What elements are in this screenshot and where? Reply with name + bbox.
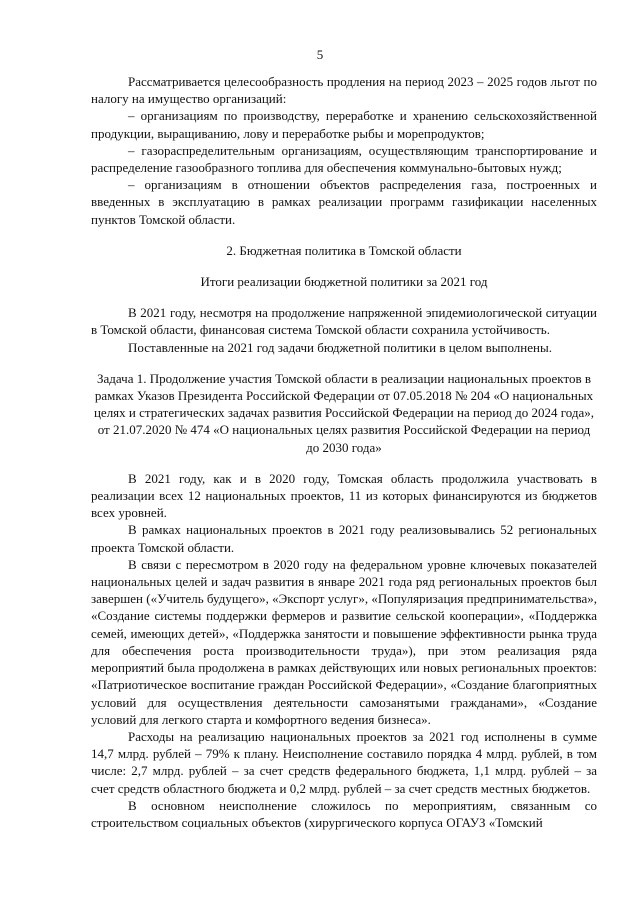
intro-list-item: – газораспределительным организациям, осуществляющим транспортирование и распределение газообразного топлива для обеспечения коммунально-бытовых нужд; [91, 142, 597, 176]
task-paragraph: В основном неисполнение сложилось по мероприятиям, связанным со строительством социальных объектов (хирургического корпуса ОГАУЗ «Томский [91, 797, 597, 830]
task-paragraph: В 2021 году, как и в 2020 году, Томская область продолжила участвовать в реализации всех 12 национальных проектов, 11 из которых финансируются из бюджетов всех уровней. [91, 470, 597, 521]
subsection-title: Итоги реализации бюджетной политики за 2021 год [200, 274, 488, 290]
page-number: 5 [316, 47, 324, 62]
intro-list-item: – организациям в отношении объектов распределения газа, построенных и введенных в эксплуатацию в рамках реализации программ газификации населенных пунктов Томской области. [91, 177, 597, 227]
section-title: 2. Бюджетная политика в Томской области [226, 242, 462, 258]
task-paragraph: В рамках национальных проектов в 2021 году реализовывались 52 региональных проекта Томской области. [91, 522, 597, 555]
results-paragraph: Поставленные на 2021 год задачи бюджетной политики в целом выполнены. [128, 339, 552, 355]
task-paragraph: В связи с пересмотром в 2020 году на федеральном уровне ключевых показателей национальных целей и задач развития в январе 2021 года ряд региональных проектов был завершен («Учитель будущего», «Экспорт услуг», «Популяризация предпринимательства», «Создание системы поддержки фермеров и развитие сельской кооперации», «Поддержка семей, имеющих детей», «Поддержка занятости и повышение эффективности рынка труда для обеспечения роста производительности труда»), при этом реализация ряда мероприятий была продолжена в рамках действующих или новых региональных проектов: «Патриотическое воспитание граждан Российской Федерации», «Создание благоприятных условий для осуществления деятельности самозанятыми гражданами», «Создание условий для легкого старта и комфортного ведения бизнеса». [91, 556, 597, 727]
results-paragraph: В 2021 году, несмотря на продолжение напряженной эпидемиологической ситуации в Томской области, финансовая система Томской области сохранила устойчивость. [91, 305, 597, 338]
intro-list-item: – организациям по производству, переработке и хранению сельскохозяйственной продукции, выращиванию, лову и переработке рыбы и морепродуктов; [91, 108, 597, 141]
task-paragraph: Расходы на реализацию национальных проектов за 2021 год исполнены в сумме 14,7 млрд. рублей – 79% к плану. Неисполнение составило порядка 4 млрд. рублей, в том числе: 2,7 млрд. рублей – за счет средств федерального бюджета, 1,1 млрд. рублей – за счет средств областного бюджета и 0,2 млрд. рублей – за счет средств местных бюджетов. [91, 728, 597, 796]
intro-paragraph: Рассматривается целесообразность продления на период 2023 – 2025 годов льгот по налогу на имущество организаций: [91, 74, 597, 107]
document-body [91, 73, 597, 831]
task-heading: Задача 1. Продолжение участия Томской области в реализации национальных проектов в рамках Указов Президента Российской Федерации от 07.05.2018 № 204 «О национальных целях и стратегических задачах развития Российской Федерации на период до 2024 года», от 21.07.2020 № 474 «О национальных целях развития Российской Федерации на период до 2030 года» [93, 370, 595, 455]
